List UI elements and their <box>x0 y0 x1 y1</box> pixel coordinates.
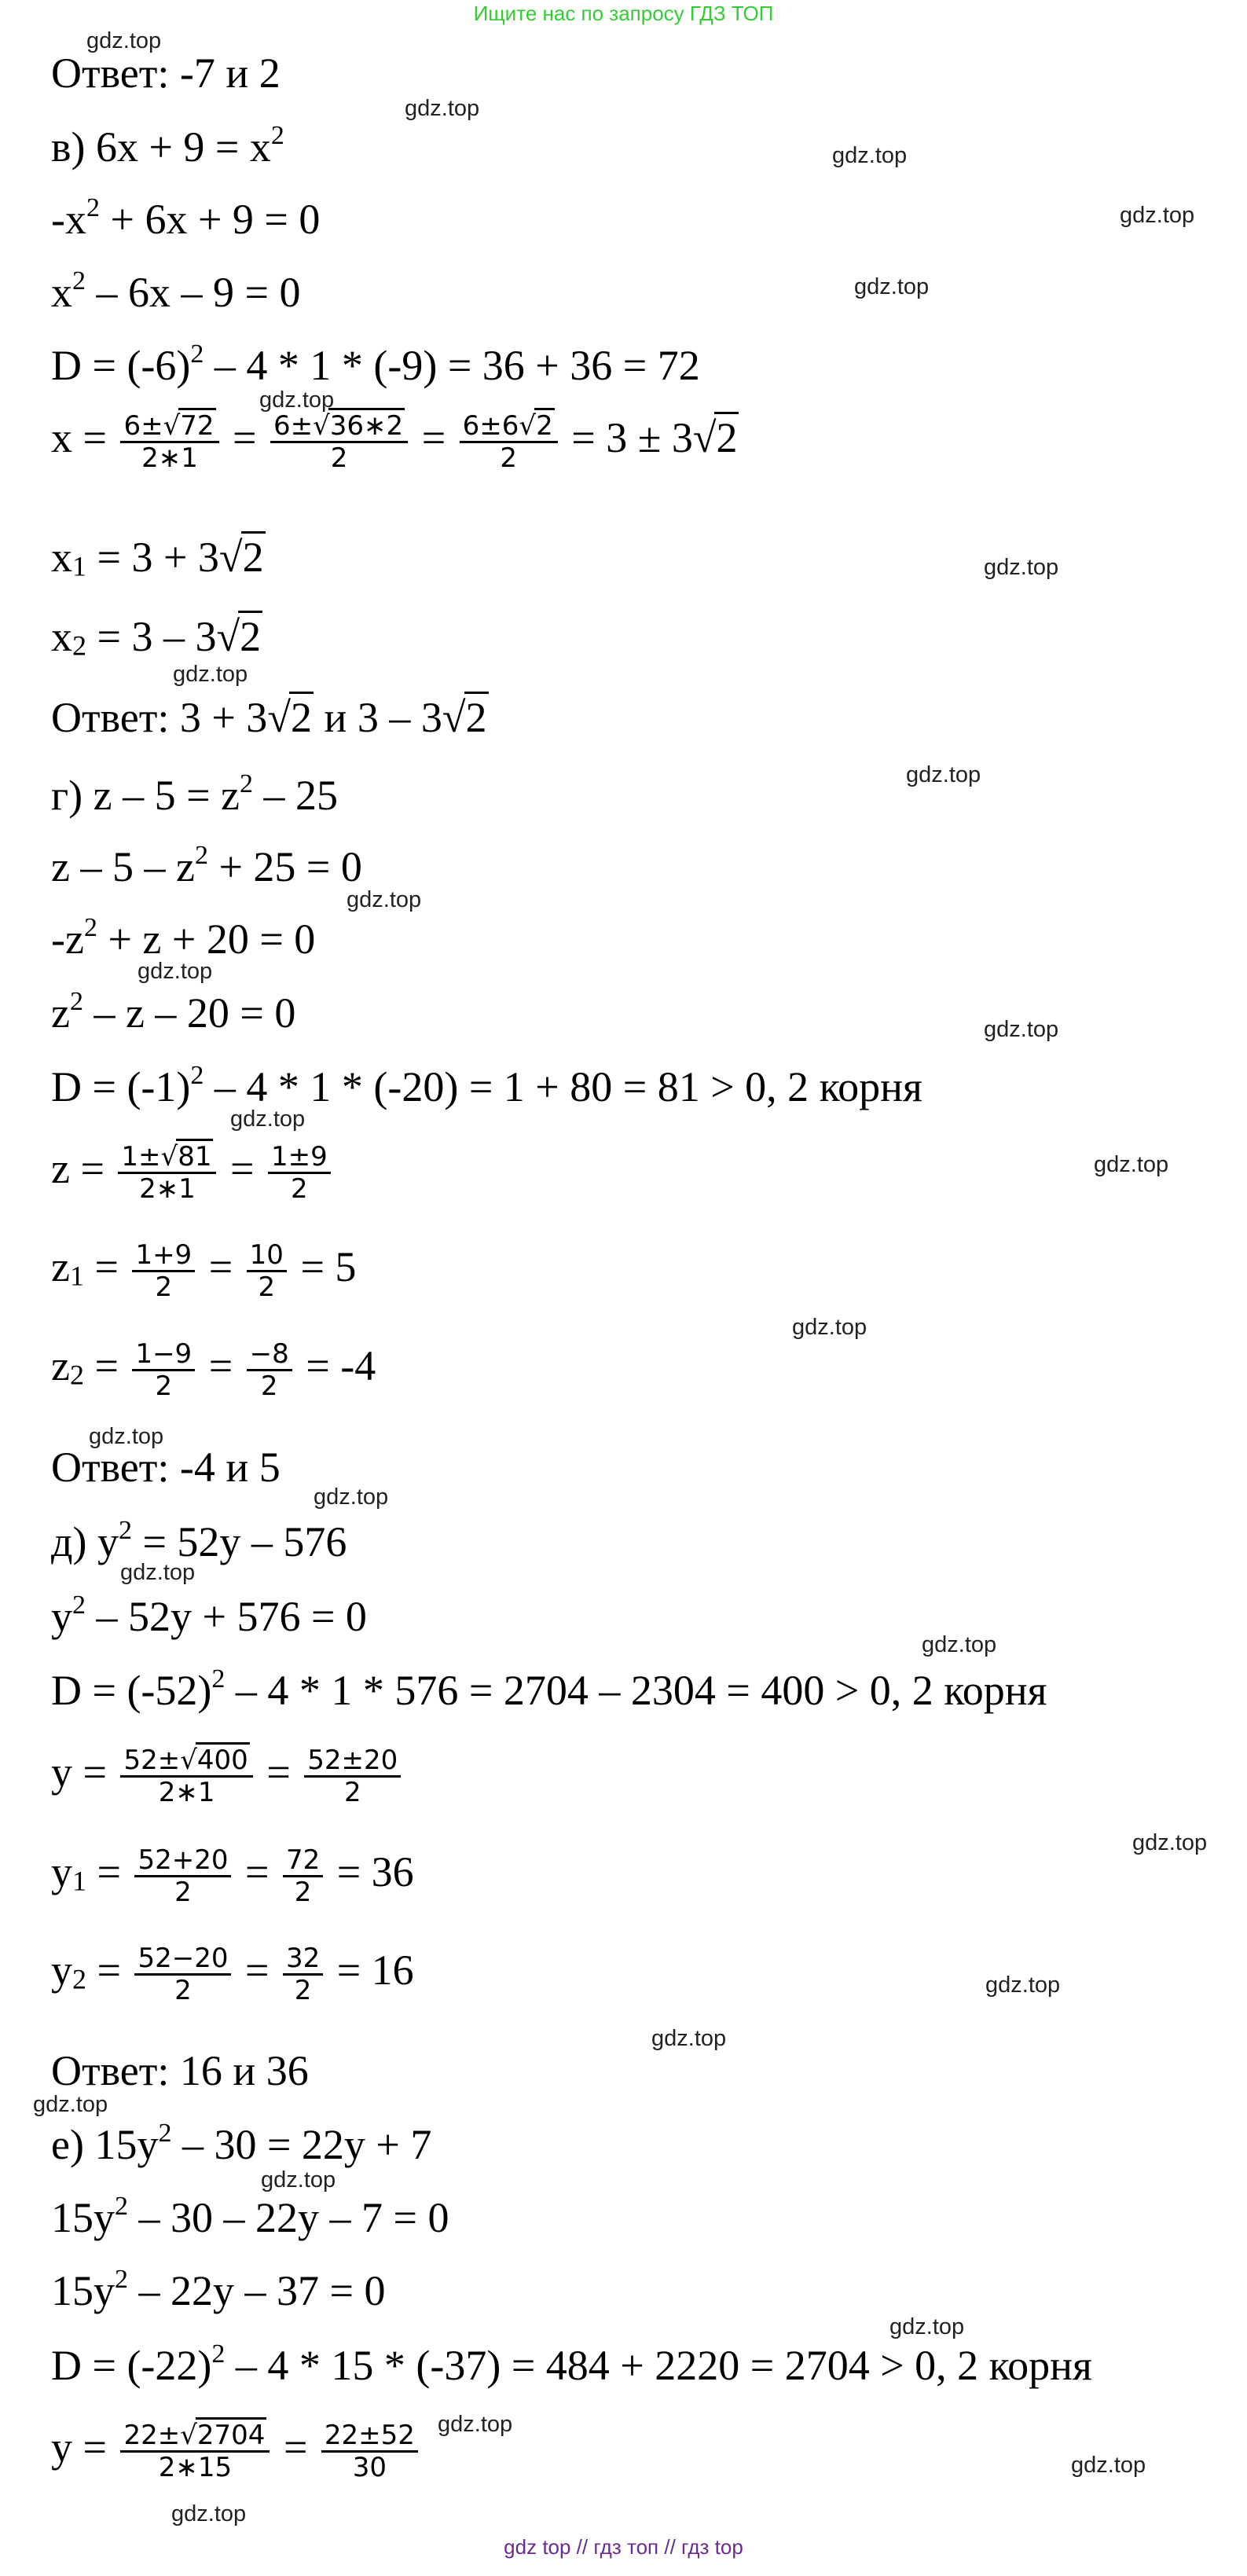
fraction: $\frac{32}{2}$ <box>283 1945 323 2004</box>
search-hint-banner[interactable]: Ищите нас по запросу ГДЗ ТОП <box>473 2 774 25</box>
root-line: $x_1 = 3 + 3√2$ <box>51 536 266 578</box>
watermark: gdz.top <box>259 387 335 413</box>
fraction: $\frac{1-9}{2}$ <box>132 1341 195 1400</box>
watermark: gdz.top <box>984 555 1059 580</box>
roots-formula-line: y = $\frac{52\pm√400}{2∗1}$ = $\frac{52\pm 20}{2}$ <box>51 1747 404 1806</box>
watermark: gdz.top <box>651 2026 727 2051</box>
equation-line: $-z^2 + z + 20 = 0$ <box>51 912 316 963</box>
watermark: gdz.top <box>120 1560 196 1585</box>
sqrt-sign: √ <box>163 410 181 442</box>
watermark: gdz.top <box>854 274 930 299</box>
watermark: gdz.top <box>230 1106 306 1132</box>
fraction: $\frac{6\pm√36∗2}{2}$ <box>270 413 408 472</box>
fraction: $\frac{52\pm 20}{2}$ <box>304 1747 401 1806</box>
watermark: gdz.top <box>1071 2453 1146 2478</box>
fraction: $\frac{10}{2}$ <box>247 1242 287 1301</box>
answer-line: Ответ: 16 и 36 <box>51 2047 309 2094</box>
root-line: $x_2 = 3 - 3√2$ <box>51 615 262 658</box>
watermark: gdz.top <box>347 887 422 912</box>
task-v-equation: в) $6x + 9 = x^2$ <box>51 120 284 171</box>
fraction: $\frac{52\pm√400}{2∗1}$ <box>120 1747 252 1806</box>
watermark: gdz.top <box>173 662 248 687</box>
equation-line: $15y^2 - 30 - 22y - 7 = 0$ <box>51 2191 449 2241</box>
sqrt-sign: √ <box>519 410 537 442</box>
fraction: $\frac{1\pm√81}{2∗1}$ <box>118 1143 216 1202</box>
fraction: $\frac{6\pm 6√2}{2}$ <box>460 413 558 472</box>
equation-line: $z^2 - z - 20 = 0$ <box>51 986 296 1037</box>
fraction: $\frac{1\pm 9}{2}$ <box>268 1143 331 1202</box>
watermark: gdz.top <box>984 1017 1059 1042</box>
discriminant-line: $D = (-22)^2 - 4 * 15 * (-37) = 484 + 2220 = 2704 > 0$, 2 корня <box>51 2339 1092 2389</box>
watermark: gdz.top <box>889 2314 965 2339</box>
footer-links[interactable]: gdz top // гдз топ // гдз top <box>504 2535 743 2559</box>
watermark: gdz.top <box>922 1632 997 1657</box>
task-e-equation: е) $15y^2 - 30 = 22y + 7$ <box>51 2118 432 2168</box>
watermark: gdz.top <box>438 2412 513 2437</box>
watermark: gdz.top <box>171 2501 247 2526</box>
watermark: gdz.top <box>261 2167 336 2193</box>
fraction: $\frac{1+9}{2}$ <box>132 1242 195 1301</box>
watermark: gdz.top <box>792 1315 867 1340</box>
sqrt-sign: √ <box>313 410 330 442</box>
sqrt-sign: √ <box>160 1141 178 1172</box>
sqrt-sign: √ <box>216 613 240 660</box>
sqrt-sign: √ <box>180 2420 197 2451</box>
discriminant-line: $D = (-1)^2 - 4 * 1 * (-20) = 1 + 80 = 81 > 0$, 2 корня <box>51 1060 922 1110</box>
task-g-equation: г) $z - 5 = z^2 - 25$ <box>51 769 339 819</box>
watermark: gdz.top <box>832 143 908 168</box>
equation-line: $z - 5 - z^2 + 25 = 0$ <box>51 840 362 890</box>
fraction: $\frac{22\pm√2704}{2∗15}$ <box>120 2422 270 2481</box>
watermark: gdz.top <box>138 959 213 984</box>
watermark: gdz.top <box>86 28 162 53</box>
watermark: gdz.top <box>1120 203 1195 228</box>
discriminant-line: $D = (-6)^2 - 4 * 1 * (-9) = 36 + 36 = 72$ <box>51 339 700 389</box>
equation-line: $x^2 - 6x - 9 = 0$ <box>51 266 301 316</box>
watermark: gdz.top <box>1094 1152 1169 1177</box>
sqrt-sign: √ <box>180 1745 197 1776</box>
equation-line: $15y^2 - 22y - 37 = 0$ <box>51 2264 386 2314</box>
roots-formula-line: y = $\frac{22\pm√2704}{2∗15}$ = $\frac{22\pm 52}{30}$ <box>51 2422 421 2481</box>
watermark: gdz.top <box>33 2092 108 2117</box>
root-line: $z_1$ = $\frac{1+9}{2}$ = $\frac{10}{2}$ = 5 <box>51 1239 357 1303</box>
watermark: gdz.top <box>314 1484 389 1510</box>
fraction: $\frac{22\pm 52}{30}$ <box>321 2422 418 2481</box>
watermark: gdz.top <box>985 1972 1061 1998</box>
watermark: gdz.top <box>405 96 480 121</box>
equation-line: $-x^2 + 6x + 9 = 0$ <box>51 193 321 243</box>
task-d-equation: д) $y^2 = 52y - 576$ <box>51 1515 347 1565</box>
root-line: $z_2$ = $\frac{1-9}{2}$ = $\frac{-8}{2}$ = -4 <box>51 1338 376 1402</box>
watermark: gdz.top <box>1132 1830 1208 1855</box>
sqrt-sign: √ <box>267 694 291 741</box>
watermark: gdz.top <box>89 1424 164 1449</box>
answer-line: Ответ: -4 и 5 <box>51 1444 281 1491</box>
fraction: $\frac{6\pm√72}{2∗1}$ <box>120 413 218 472</box>
answer-line: Ответ: 3 + 3√2 и 3 – 3√2 <box>51 696 489 739</box>
roots-formula-line: z = $\frac{1\pm√81}{2∗1}$ = $\frac{1\pm 9}{2}$ <box>51 1143 334 1202</box>
root-line: $y_2$ = $\frac{52-20}{2}$ = $\frac{32}{2}$ = 16 <box>51 1943 414 2006</box>
sqrt-sign: √ <box>442 694 466 741</box>
discriminant-line: $D = (-52)^2 - 4 * 1 * 576 = 2704 - 2304 = 400 > 0$, 2 корня <box>51 1664 1047 1714</box>
roots-formula-line: x = $\frac{6\pm√72}{2∗1}$ = $\frac{6\pm√36∗2}{2}$ = $\frac{6\pm 6√2}{2}$ = 3 ± 3√2 <box>51 413 739 472</box>
root-line: $y_1$ = $\frac{52+20}{2}$ = $\frac{72}{2}$ = 36 <box>51 1844 414 1908</box>
fraction: $\frac{52+20}{2}$ <box>134 1847 231 1906</box>
fraction: $\frac{52-20}{2}$ <box>134 1945 231 2004</box>
fraction: $\frac{-8}{2}$ <box>247 1341 292 1400</box>
sqrt-sign: √ <box>692 413 717 461</box>
answer-line: Ответ: -7 и 2 <box>51 50 281 97</box>
equation-line: $y^2 - 52y + 576 = 0$ <box>51 1590 367 1640</box>
sqrt-sign: √ <box>218 534 243 581</box>
fraction: $\frac{72}{2}$ <box>283 1847 323 1906</box>
watermark: gdz.top <box>906 762 981 787</box>
